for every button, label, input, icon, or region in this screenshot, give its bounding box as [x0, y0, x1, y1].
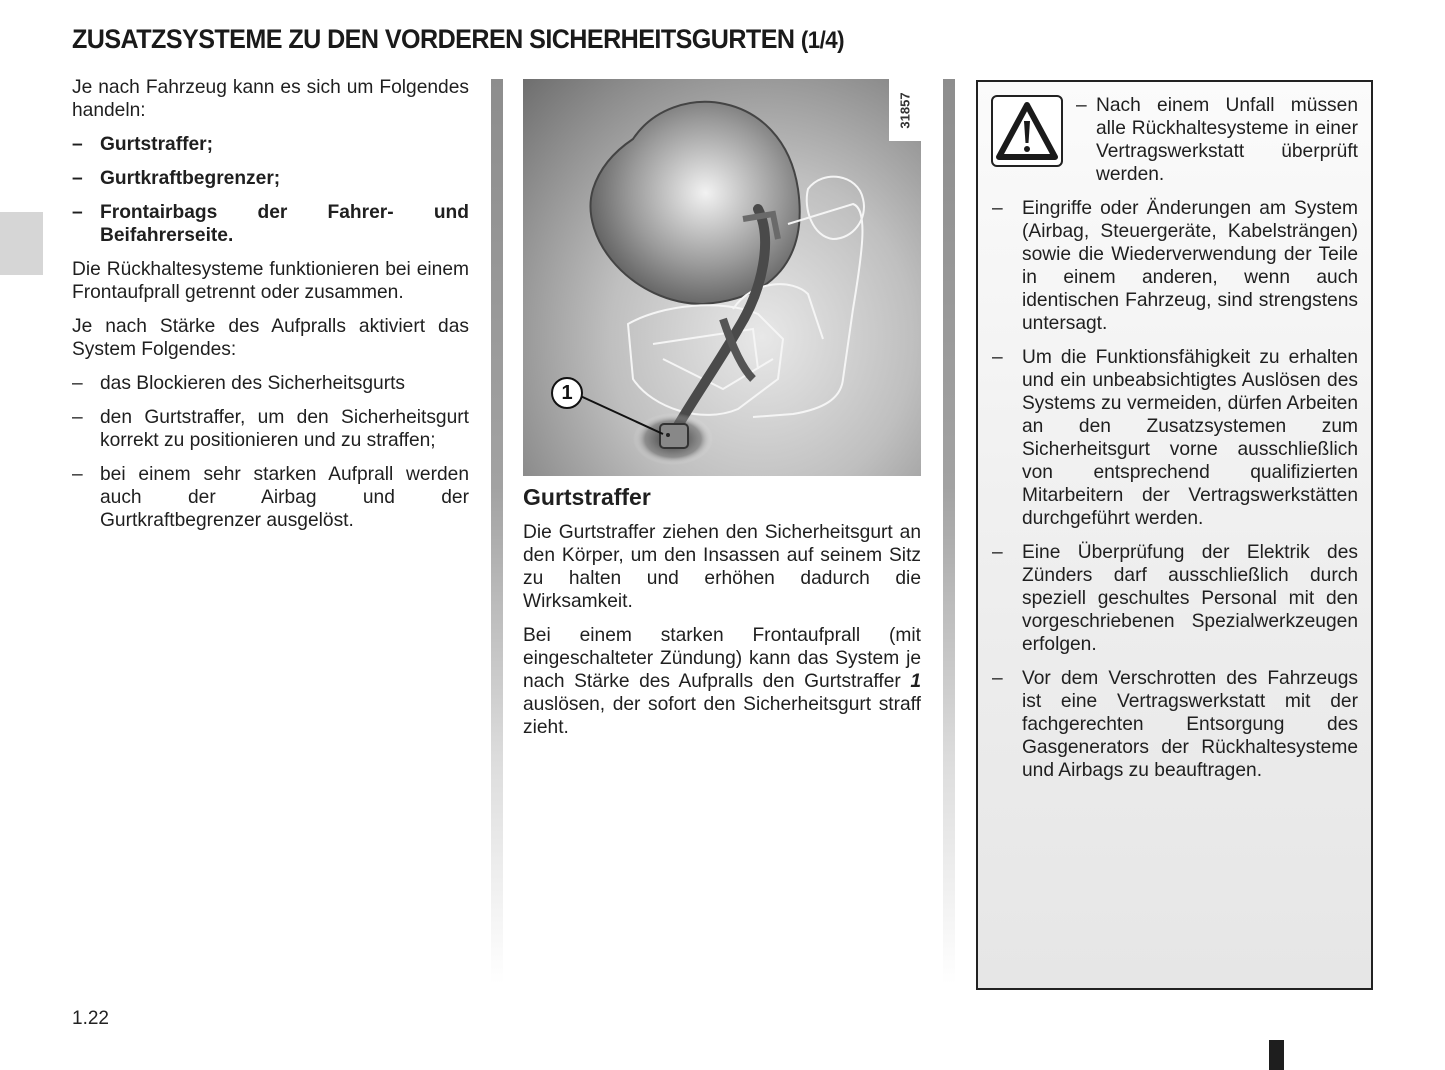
reference-number: 1	[910, 671, 921, 692]
column-divider	[943, 79, 955, 984]
paragraph	[523, 624, 921, 739]
column-middle	[523, 483, 921, 750]
callout-leader-line	[576, 394, 663, 434]
warning-item-text: Eingriffe oder Änderungen am System (Airbag, Steuergeräte, Kabelsträngen) sowie die Wiederverwendung der Teile in einem anderen, wenn auch identischen Fahrzeug, sind strengstens untersagt.	[1022, 198, 1358, 334]
list-item	[72, 133, 469, 156]
bullet-dash: –	[72, 134, 83, 155]
action-item-text: bei einem sehr starken Aufprall werden auch der Airbag und der Gurtkraftbegrenzer ausgelöst.	[100, 464, 469, 531]
warning-item	[992, 346, 1358, 530]
bullet-dash: –	[72, 373, 83, 394]
intro-text: Je nach Fahrzeug kann es sich um Folgendes handeln:	[72, 77, 469, 121]
warning-content	[992, 94, 1358, 793]
bullet-dash: –	[72, 407, 83, 428]
warning-item-text: Eine Überprüfung der Elektrik des Zünders darf ausschließlich durch speziell geschultes Personal mit den vorgeschriebenen Spezialwerkzeugen erfolgen.	[1022, 542, 1358, 655]
callout-marker	[551, 377, 583, 409]
column-left	[72, 76, 469, 543]
warning-item-text: Vor dem Verschrotten des Fahrzeugs ist eine Vertragswerkstatt mit der fachgerechten Entsorgung des Gasgenerators der Rückhaltesysteme und Airbags zu beauftragen.	[1022, 668, 1358, 781]
warning-item	[992, 197, 1358, 335]
seatbelt-illustration	[523, 79, 921, 476]
paragraph: Die Rückhaltesysteme funktionieren bei einem Frontaufprall getrennt oder zusammen.	[72, 259, 469, 303]
action-item-text: den Gurtstraffer, um den Sicherheitsgurt korrekt zu positionieren und zu straffen;	[100, 407, 469, 451]
callout-number: 1	[561, 381, 573, 404]
list-item	[72, 463, 469, 532]
airbag-seat-drawing	[523, 79, 921, 476]
list-item	[72, 406, 469, 452]
paragraph-text: auslösen, der sofort den Sicherheitsgurt straff zieht.	[523, 694, 921, 738]
page-title	[72, 24, 844, 55]
column-divider	[491, 79, 503, 984]
page-indicator: (1/4)	[800, 27, 845, 54]
warning-item-text: Nach einem Unfall müssen alle Rückhaltesysteme in einer Vertragswerkstatt überprüft werden.	[1096, 95, 1358, 185]
figure-reference-label	[889, 79, 921, 141]
list-item	[72, 167, 469, 190]
list-item	[72, 201, 469, 247]
warning-item	[992, 541, 1358, 656]
paragraph: Die Gurtstraffer ziehen den Sicherheitsgurt an den Körper, um den Insassen auf seinem Sitz zu halten und erhöhen dadurch die Wirksamkeit.	[523, 522, 921, 612]
warning-item	[992, 667, 1358, 782]
section-heading: Gurtstraffer	[523, 484, 651, 510]
pretensioner-unit	[660, 424, 688, 448]
figure-reference-number: 31857	[897, 91, 913, 129]
bullet-dash: –	[72, 202, 83, 223]
airbag-shape	[591, 102, 800, 304]
section-tab-marker	[0, 212, 43, 275]
action-item-text: das Blockieren des Sicherheitsgurts	[100, 373, 406, 394]
system-item-text: Frontairbags der Fahrer- und Beifahrerseite.	[100, 202, 469, 246]
bullet-dash: –	[992, 347, 1003, 368]
page-title-text: ZUSATZSYSTEME ZU DEN VORDEREN SICHERHEITSGURTEN	[72, 24, 795, 54]
warning-item	[1076, 94, 1358, 186]
bullet-dash: –	[72, 464, 83, 485]
bullet-dash: –	[992, 668, 1003, 689]
bullet-dash: –	[72, 168, 83, 189]
bullet-dash: –	[1076, 95, 1087, 116]
page-number: 1.22	[72, 1008, 109, 1029]
bullet-dash: –	[992, 542, 1003, 563]
page-end-marker	[1269, 1040, 1284, 1070]
paragraph-text: Bei einem starken Frontaufprall (mit eingeschalteter Zündung) kann das System je nach Stärke des Aufpralls den Gurtstraffer	[523, 625, 921, 692]
list-item	[72, 372, 469, 395]
paragraph: Je nach Stärke des Aufpralls aktiviert das System Folgendes:	[72, 316, 469, 360]
warning-item-text: Um die Funktionsfähigkeit zu erhalten und ein unbeabsichtigtes Auslösen des Systems zu vermeiden, dürfen Arbeiten an den Zusatzsystemen zum Sicherheitsgurt vorne ausschließlich von entsprechend qualifizierten Mitarbeitern der Vertragswerkstätten durchgeführt werden.	[1022, 347, 1358, 529]
system-item-text: Gurtkraftbegrenzer;	[100, 168, 281, 189]
bullet-dash: –	[992, 198, 1003, 219]
warning-box	[976, 80, 1373, 990]
system-item-text: Gurtstraffer;	[100, 134, 214, 155]
